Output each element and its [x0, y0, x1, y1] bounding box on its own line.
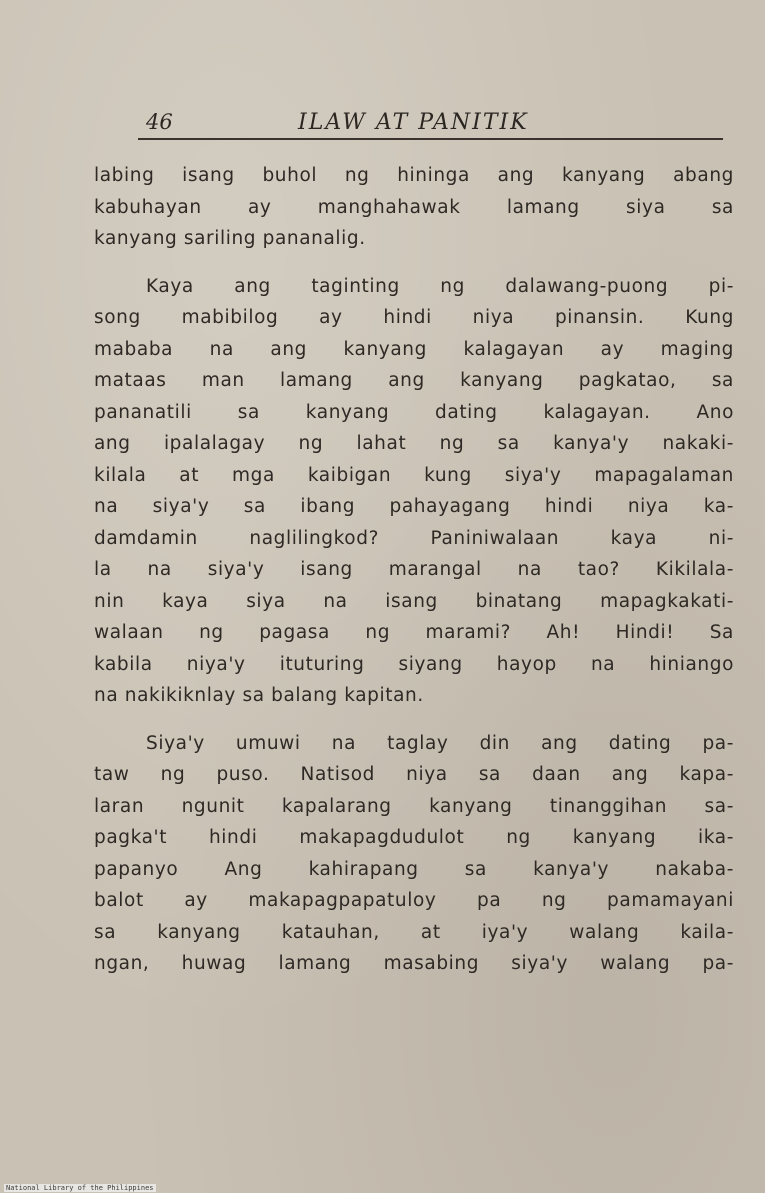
text-line: kabila niya'y ituturing siyang hayop na hiniango	[94, 653, 734, 675]
text-line: Siya'y umuwi na taglay din ang dating pa-	[146, 732, 734, 754]
text-line: mataas man lamang ang kanyang pagkatao, sa	[94, 370, 734, 391]
paragraph-3	[94, 728, 734, 980]
text-line: balot ay makapagpapatuloy pa ng pamamayani	[94, 890, 734, 911]
text-line: ang ipalalagay ng lahat ng sa kanya'y nakaki-	[94, 433, 734, 454]
paragraph-1	[94, 160, 734, 255]
text-line: sa kanyang katauhan, at iya'y walang kaila-	[94, 921, 734, 943]
text-line: papanyo Ang kahirapang sa kanya'y nakaba-	[94, 858, 734, 880]
text-line: kilala at mga kaibigan kung siya'y mapagalaman	[94, 464, 734, 486]
text-line: la na siya'y isang marangal na tao? Kikilala-	[94, 559, 734, 580]
text-line: walaan ng pagasa ng marami? Ah! Hindi! Sa	[94, 622, 734, 643]
text-line: pagka't hindi makapagdudulot ng kanyang ika-	[94, 827, 734, 848]
header-rule	[138, 138, 723, 140]
page-header	[140, 108, 720, 138]
text-line: laran ngunit kapalarang kanyang tinanggihan sa-	[94, 795, 734, 817]
text-line: na nakikiknlay sa balang kapitan.	[94, 685, 424, 706]
text-line: taw ng puso. Natisod niya sa daan ang kapa-	[94, 764, 734, 785]
library-credit: National Library of the Philippines	[6, 1184, 154, 1192]
text-line: song mabibilog ay hindi niya pinansin. Kung	[94, 307, 734, 328]
text-line: nin kaya siya na isang binatang mapagkakati-	[94, 590, 734, 612]
text-line: ngan, huwag lamang masabing siya'y walang pa-	[94, 953, 734, 974]
text-line: na siya'y sa ibang pahayagang hindi niya ka-	[94, 496, 734, 517]
body-text	[94, 160, 734, 980]
page-number: 46	[146, 110, 173, 134]
text-line: damdamin naglilingkod? Paniniwalaan kaya ni-	[94, 527, 734, 549]
text-line: Kaya ang taginting ng dalawang-puong pi-	[146, 275, 734, 297]
running-title: ILAW AT PANITIK	[298, 110, 529, 135]
text-line: kabuhayan ay manghahawak lamang siya sa	[94, 196, 734, 218]
paragraph-2	[94, 271, 734, 712]
text-line: pananatili sa kanyang dating kalagayan. Ano	[94, 401, 734, 423]
text-line: kanyang sariling pananalig.	[94, 228, 366, 249]
text-line: mababa na ang kanyang kalagayan ay maging	[94, 338, 734, 360]
text-line: labing isang buhol ng hininga ang kanyang abang	[94, 165, 734, 186]
